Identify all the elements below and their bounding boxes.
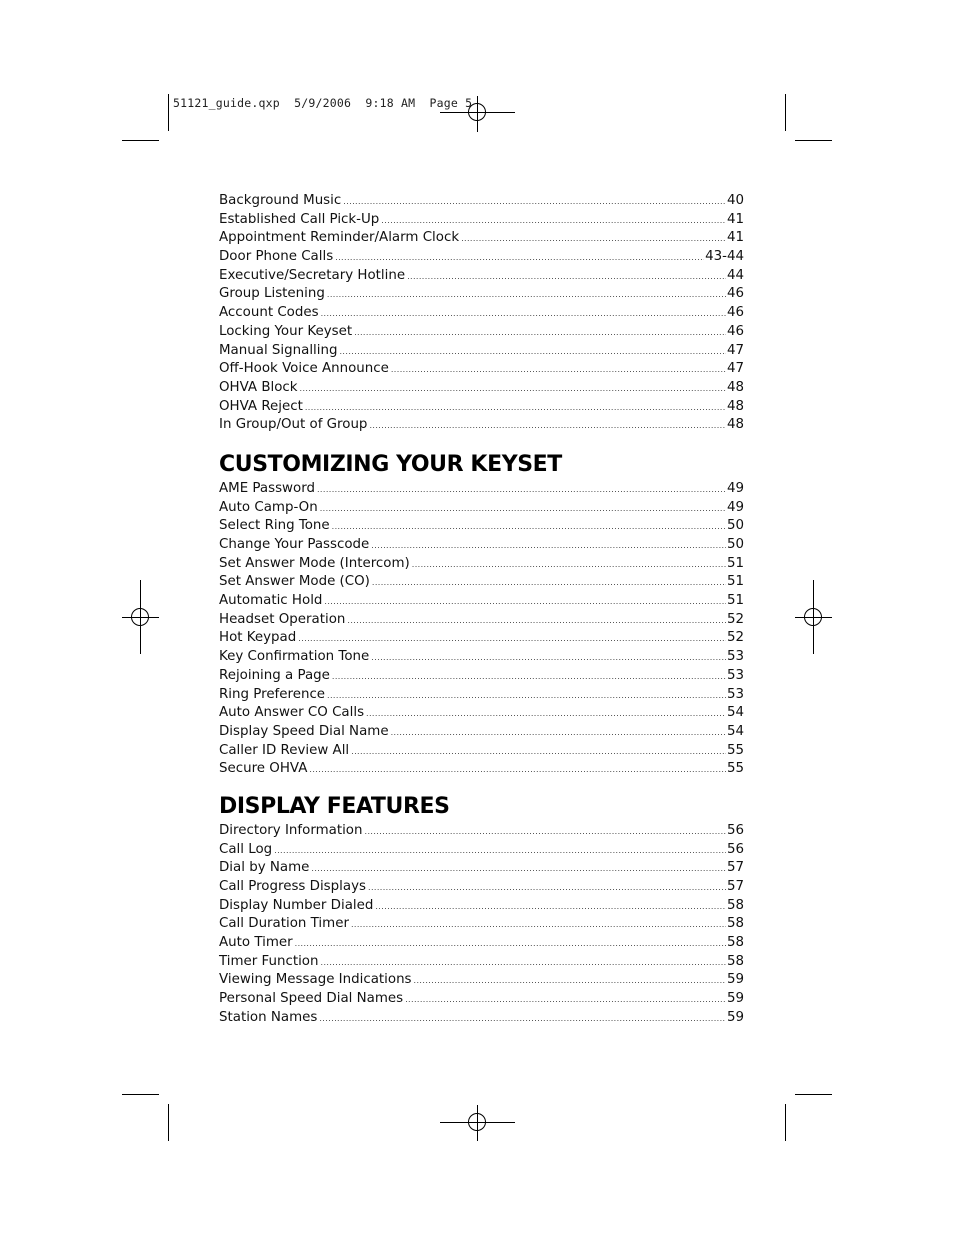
toc-entry-page: 51 bbox=[726, 593, 744, 609]
toc-entry-title: Off-Hook Voice Announce bbox=[219, 361, 389, 377]
toc-entry-page: 55 bbox=[726, 742, 744, 758]
toc-entry bbox=[219, 629, 744, 648]
toc-entry-title: OHVA Block bbox=[219, 379, 298, 395]
toc-entry bbox=[219, 859, 744, 878]
dot-leader bbox=[407, 268, 726, 287]
toc-entry-page: 54 bbox=[726, 705, 744, 721]
toc-entry-page: 44 bbox=[726, 267, 744, 283]
toc-entry-page: 52 bbox=[726, 611, 744, 627]
toc-entry bbox=[219, 248, 744, 267]
toc-entry-title: In Group/Out of Group bbox=[219, 417, 368, 433]
toc-entry-page: 41 bbox=[726, 211, 744, 227]
dot-leader bbox=[320, 500, 726, 519]
dot-leader bbox=[335, 249, 704, 268]
toc-entry-page: 50 bbox=[726, 518, 744, 534]
toc-entry-title: Station Names bbox=[219, 1009, 318, 1025]
toc-entry-title: AME Password bbox=[219, 480, 315, 496]
toc-entry-page: 49 bbox=[726, 480, 744, 496]
toc-entry-page: 57 bbox=[726, 860, 744, 876]
toc-entry bbox=[219, 742, 744, 761]
toc-entry-page: 54 bbox=[726, 723, 744, 739]
toc-entry-title: Display Speed Dial Name bbox=[219, 723, 389, 739]
dot-leader bbox=[391, 724, 726, 743]
toc-entry-page: 48 bbox=[726, 417, 744, 433]
toc-entry-title: Secure OHVA bbox=[219, 761, 308, 777]
toc-entry-title: Auto Answer CO Calls bbox=[219, 705, 365, 721]
toc-section bbox=[219, 450, 744, 779]
dot-leader bbox=[343, 193, 726, 212]
dot-leader bbox=[354, 324, 726, 343]
toc-entry bbox=[219, 897, 744, 916]
toc-entry-page: 46 bbox=[726, 323, 744, 339]
toc-entry bbox=[219, 971, 744, 990]
toc-entry-page: 48 bbox=[726, 379, 744, 395]
toc-entry-title: OHVA Reject bbox=[219, 398, 303, 414]
dot-leader bbox=[351, 916, 726, 935]
crop-mark bbox=[795, 1094, 832, 1095]
dot-leader bbox=[371, 649, 726, 668]
dot-leader bbox=[327, 286, 726, 305]
toc-entry bbox=[219, 990, 744, 1009]
dot-leader bbox=[365, 823, 726, 842]
toc-entry bbox=[219, 915, 744, 934]
toc-entry-page: 43-44 bbox=[705, 249, 744, 265]
toc-entry-page: 46 bbox=[726, 305, 744, 321]
dot-leader bbox=[347, 612, 726, 631]
toc-entry-title: Call Progress Displays bbox=[219, 879, 366, 894]
toc-entry-title: Select Ring Tone bbox=[219, 518, 330, 534]
toc-entry bbox=[219, 878, 744, 897]
toc-entry-title: Auto Timer bbox=[219, 935, 293, 951]
print-slug: 51121_guide.qxp 5/9/2006 9:18 AM Page 5 bbox=[173, 96, 473, 110]
dot-leader bbox=[372, 574, 726, 593]
toc-entry-title: Call Log bbox=[219, 841, 273, 857]
toc-entry bbox=[219, 555, 744, 574]
dot-leader bbox=[305, 399, 726, 418]
dot-leader bbox=[332, 668, 726, 687]
toc-entry-page: 51 bbox=[726, 555, 744, 571]
dot-leader bbox=[311, 860, 726, 879]
registration-mark-icon bbox=[468, 103, 486, 121]
toc-entry-title: Appointment Reminder/Alarm Clock bbox=[219, 230, 460, 246]
toc-entry-page: 49 bbox=[726, 499, 744, 515]
toc-entry bbox=[219, 379, 744, 398]
toc-entry bbox=[219, 267, 744, 286]
crop-mark bbox=[795, 140, 832, 141]
toc-entry bbox=[219, 822, 744, 841]
toc-entry-title: Headset Operation bbox=[219, 611, 346, 627]
dot-leader bbox=[300, 380, 726, 399]
toc-entry-title: Rejoining a Page bbox=[219, 667, 330, 683]
crop-mark bbox=[785, 1104, 786, 1141]
toc-entry bbox=[219, 398, 744, 417]
toc-entry-title: Established Call Pick-Up bbox=[219, 211, 380, 227]
toc-entry-page: 58 bbox=[726, 897, 744, 913]
toc-entry bbox=[219, 704, 744, 723]
toc-entry-page: 57 bbox=[726, 879, 744, 894]
toc-entry bbox=[219, 573, 744, 592]
dot-leader bbox=[461, 230, 726, 249]
toc-entry bbox=[219, 285, 744, 304]
toc-entry bbox=[219, 536, 744, 555]
dot-leader bbox=[339, 343, 725, 362]
toc-entry-title: Viewing Message Indications bbox=[219, 972, 412, 988]
toc-entry-page: 53 bbox=[726, 649, 744, 665]
dot-leader bbox=[298, 630, 726, 649]
dot-leader bbox=[324, 593, 726, 612]
toc-entry-page: 58 bbox=[726, 935, 744, 951]
toc-entry-page: 53 bbox=[726, 667, 744, 683]
toc-entry-page: 59 bbox=[726, 972, 744, 988]
toc-entry-page: 50 bbox=[726, 537, 744, 552]
toc-entry bbox=[219, 517, 744, 536]
toc-section bbox=[219, 792, 744, 1028]
crop-mark bbox=[785, 94, 786, 131]
toc-entry-title: Hot Keypad bbox=[219, 630, 297, 646]
toc-entry-title: Door Phone Calls bbox=[219, 249, 334, 265]
toc-entry bbox=[219, 841, 744, 860]
toc-entry-page: 51 bbox=[726, 574, 744, 590]
toc-entry-title: Caller ID Review All bbox=[219, 742, 350, 758]
dot-leader bbox=[366, 705, 726, 724]
crop-mark bbox=[122, 140, 159, 141]
toc-entry-page: 52 bbox=[726, 630, 744, 646]
toc-entry-page: 46 bbox=[726, 286, 744, 302]
toc-entry-page: 55 bbox=[726, 761, 744, 777]
toc-entry bbox=[219, 480, 744, 499]
toc-entry-page: 58 bbox=[726, 916, 744, 932]
registration-mark-icon bbox=[468, 1113, 486, 1131]
toc-entry-page: 48 bbox=[726, 398, 744, 414]
dot-leader bbox=[295, 935, 726, 954]
toc-entry bbox=[219, 760, 744, 779]
toc-entry-title: Timer Function bbox=[219, 953, 319, 969]
crop-mark bbox=[168, 1104, 169, 1141]
dot-leader bbox=[309, 761, 726, 780]
dot-leader bbox=[414, 972, 726, 991]
toc-entry-title: Display Number Dialed bbox=[219, 897, 374, 913]
toc-entry bbox=[219, 723, 744, 742]
table-of-contents bbox=[219, 192, 744, 1028]
dot-leader bbox=[332, 518, 726, 537]
toc-entry-title: Personal Speed Dial Names bbox=[219, 991, 404, 1007]
toc-entry bbox=[219, 686, 744, 705]
toc-entry-page: 47 bbox=[726, 361, 744, 377]
toc-entry bbox=[219, 304, 744, 323]
dot-leader bbox=[274, 842, 726, 861]
dot-leader bbox=[381, 212, 726, 231]
dot-leader bbox=[375, 898, 726, 917]
toc-entry bbox=[219, 1009, 744, 1028]
dot-leader bbox=[371, 537, 726, 556]
crop-mark bbox=[122, 1094, 159, 1095]
toc-entry-page: 59 bbox=[726, 991, 744, 1007]
toc-entry bbox=[219, 667, 744, 686]
toc-entry-title: Automatic Hold bbox=[219, 593, 323, 609]
toc-entry bbox=[219, 229, 744, 248]
section-heading: CUSTOMIZING YOUR KEYSET bbox=[219, 451, 562, 477]
toc-entry-title: Ring Preference bbox=[219, 686, 326, 702]
toc-entry-title: Account Codes bbox=[219, 305, 319, 321]
toc-entry bbox=[219, 499, 744, 518]
toc-entry-page: 56 bbox=[726, 841, 744, 857]
dot-leader bbox=[321, 954, 726, 973]
toc-entry-title: Change Your Passcode bbox=[219, 537, 370, 552]
toc-entry-title: Group Listening bbox=[219, 286, 325, 302]
dot-leader bbox=[317, 481, 726, 500]
toc-entry-title: Call Duration Timer bbox=[219, 916, 349, 932]
dot-leader bbox=[319, 1010, 726, 1029]
toc-entry bbox=[219, 416, 744, 435]
registration-mark-icon bbox=[804, 608, 822, 626]
toc-entry-title: Background Music bbox=[219, 193, 342, 208]
toc-entry bbox=[219, 934, 744, 953]
toc-entry-title: Auto Camp-On bbox=[219, 499, 318, 515]
toc-entry-page: 59 bbox=[726, 1009, 744, 1025]
toc-entry-title: Key Confirmation Tone bbox=[219, 649, 370, 665]
toc-entry-title: Locking Your Keyset bbox=[219, 323, 353, 339]
toc-entry-title: Executive/Secretary Hotline bbox=[219, 267, 406, 283]
dot-leader bbox=[321, 305, 726, 324]
dot-leader bbox=[351, 743, 726, 762]
toc-entry bbox=[219, 592, 744, 611]
toc-entry bbox=[219, 360, 744, 379]
toc-entry bbox=[219, 211, 744, 230]
toc-entry-page: 40 bbox=[726, 193, 744, 208]
toc-entry-title: Dial by Name bbox=[219, 860, 310, 876]
dot-leader bbox=[405, 991, 726, 1010]
section-heading: DISPLAY FEATURES bbox=[219, 793, 450, 819]
toc-entry bbox=[219, 342, 744, 361]
toc-entry bbox=[219, 953, 744, 972]
toc-section bbox=[219, 192, 744, 435]
toc-entry-page: 53 bbox=[726, 686, 744, 702]
crop-mark bbox=[168, 94, 169, 131]
toc-entry-title: Directory Information bbox=[219, 822, 363, 838]
toc-entry-title: Manual Signalling bbox=[219, 342, 338, 358]
toc-entry bbox=[219, 323, 744, 342]
toc-entry bbox=[219, 611, 744, 630]
toc-entry-page: 56 bbox=[726, 822, 744, 838]
toc-entry-page: 47 bbox=[726, 342, 744, 358]
toc-entry bbox=[219, 648, 744, 667]
toc-entry-title: Set Answer Mode (CO) bbox=[219, 574, 370, 590]
dot-leader bbox=[369, 417, 726, 436]
dot-leader bbox=[391, 361, 726, 380]
dot-leader bbox=[368, 879, 726, 898]
registration-mark-icon bbox=[131, 608, 149, 626]
toc-entry-title: Set Answer Mode (Intercom) bbox=[219, 555, 410, 571]
toc-entry bbox=[219, 192, 744, 211]
dot-leader bbox=[327, 687, 726, 706]
toc-entry-page: 41 bbox=[726, 230, 744, 246]
dot-leader bbox=[412, 556, 726, 575]
toc-entry-page: 58 bbox=[726, 953, 744, 969]
